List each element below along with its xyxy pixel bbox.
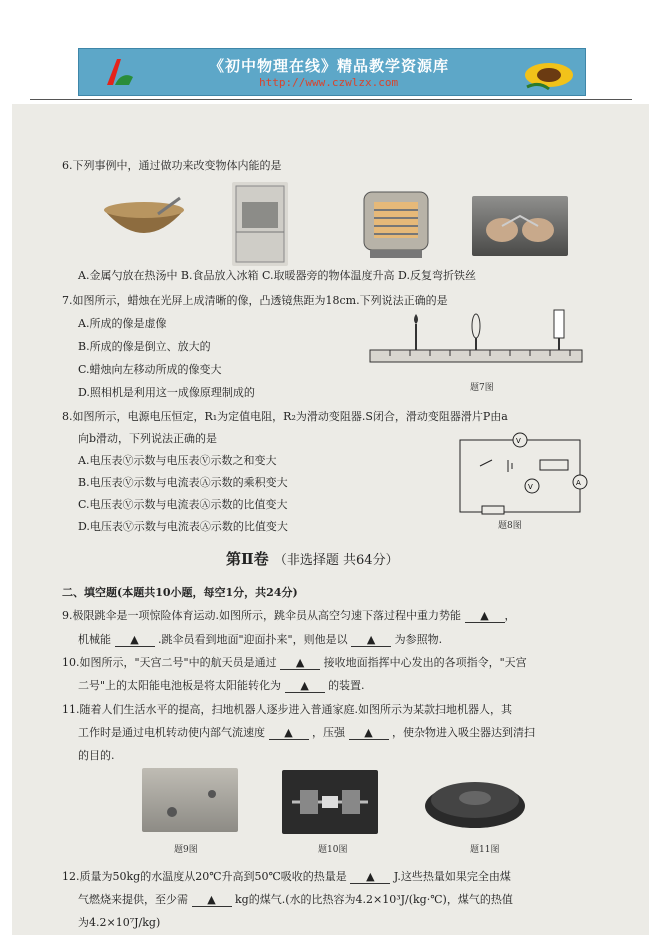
svg-text:V: V: [528, 483, 533, 491]
q12-text-1: 12.质量为50kg的水温度从20℃升高到50℃吸收的热量是: [62, 870, 347, 883]
q9-blank-2: ▲: [115, 633, 155, 647]
q7-option-c: C.蜡烛向左移动所成的像变大: [78, 363, 222, 376]
q10-line1: [62, 654, 527, 670]
section2-note: （非选择题 共64分）: [273, 553, 399, 568]
header-rule: [30, 99, 632, 100]
q9-skydiving-photo: [142, 768, 238, 832]
q8-option-b: B.电压表Ⓥ示数与电流表Ⓐ示数的乘积变大: [78, 476, 288, 489]
q11-line3: 的目的.: [78, 749, 115, 762]
q9-blank-1: ▲: [465, 609, 505, 623]
q10-text-2: 接收地面指挥中心发出的各项指令，"天宫: [323, 656, 527, 669]
q11-blank-1: ▲: [269, 726, 309, 740]
q10-line2: [78, 677, 365, 693]
q6-heater-image: [360, 186, 432, 262]
q7-option-b: B.所成的像是倒立、放大的: [78, 340, 211, 353]
q8-stem-line2: 向b滑动，下列说法正确的是: [78, 432, 218, 445]
q10-text-4: 的装置.: [328, 679, 365, 692]
q10-blank-2: ▲: [285, 679, 325, 693]
q9-blank-3: ▲: [351, 633, 391, 647]
q7-option-d: D.照相机是利用这一成像原理制成的: [78, 386, 255, 399]
q8-option-d: D.电压表Ⓥ示数与电流表Ⓐ示数的比值变大: [78, 520, 288, 533]
header-banner: [78, 48, 586, 96]
q6-options: A.金属勺放在热汤中 B.食品放入冰箱 C.取暖器旁的物体温度升高 D.反复弯折铁丝: [78, 269, 476, 282]
q9-text-3: .跳伞员看到地面"迎面扑来"，则他是以: [158, 633, 348, 646]
q10-text-3: 二号"上的太阳能电池板是将太阳能转化为: [78, 679, 282, 692]
q12-line2: [78, 891, 513, 907]
q7-figure-caption: 题7图: [470, 383, 494, 393]
q11-text-4: ，使杂物进入吸尘器达到清扫: [392, 726, 535, 739]
q6-stem: 6.下列事例中，通过做功来改变物体内能的是: [62, 159, 282, 172]
q9-photo-caption: 题9图: [174, 845, 198, 855]
q11-text-3: ，压强: [312, 726, 345, 739]
q10-photo-caption: 题10图: [318, 845, 348, 855]
q8-option-c: C.电压表Ⓥ示数与电流表Ⓐ示数的比值变大: [78, 498, 288, 511]
q12-line1: [62, 868, 511, 884]
q12-blank-1: ▲: [350, 870, 390, 884]
q6-wire-bending-image: [472, 196, 568, 256]
fill-section-heading: 二、填空题(本题共10小题，每空1分，共24分): [62, 586, 298, 599]
q7-stem: 7.如图所示，蜡烛在光屏上成清晰的像，凸透镜焦距为18cm.下列说法正确的是: [62, 294, 448, 307]
q9-text-2: 机械能: [78, 633, 111, 646]
q12-text-3: 气燃烧来提供，至少需: [78, 893, 188, 906]
svg-text:V: V: [516, 437, 521, 445]
section2-title: [226, 548, 399, 569]
q12-text-4: kg的煤气.(水的比热容为4.2×10³J/(kg·℃)，煤气的热值: [235, 893, 513, 906]
q9-text-1: 9.极限跳伞是一项惊险体育运动.如图所示，跳伞员从高空匀速下落过程中重力势能: [62, 609, 461, 622]
q11-photo-caption: 题11图: [470, 845, 500, 855]
q10-text-1: 10.如图所示，"天宫二号"中的航天员是通过: [62, 656, 277, 669]
banner-url[interactable]: http://www.czwlzx.com: [259, 76, 399, 89]
q7-optical-bench-figure: [368, 308, 584, 376]
q8-option-a: A.电压表Ⓥ示数与电压表Ⓥ示数之和变大: [78, 454, 277, 467]
q10-blank-1: ▲: [280, 656, 320, 670]
q12-line3: 为4.2×10⁷J/kg): [78, 916, 161, 929]
q6-bowl-image: [100, 196, 188, 254]
q9-text-4: 为参照物.: [394, 633, 443, 646]
q8-stem-line1: 8.如图所示，电源电压恒定，R₁为定值电阻，R₂为滑动变阻器.S闭合，滑动变阻器滑片P由a: [62, 410, 508, 423]
q11-line2: [78, 724, 535, 740]
q11-text-2: 工作时是通过电机转动使内部气流速度: [78, 726, 265, 739]
q11-robot-vacuum-photo: [420, 770, 530, 834]
q8-circuit-figure: [452, 426, 592, 518]
q12-text-2: J.这些热量如果完全由煤: [393, 870, 511, 883]
q12-blank-2: ▲: [192, 893, 232, 907]
q6-fridge-image: [232, 182, 288, 266]
q11-line1: 11.随着人们生活水平的提高，扫地机器人逐步进入普通家庭.如图所示为某款扫地机器人，其: [62, 703, 512, 716]
q10-space-station-photo: [282, 770, 378, 834]
q11-blank-2: ▲: [349, 726, 389, 740]
q7-option-a: A.所成的像是虚像: [78, 317, 167, 330]
q8-figure-caption: 题8图: [498, 521, 522, 531]
svg-text:A: A: [576, 479, 581, 487]
sunflower-icon: [519, 53, 579, 93]
q9-line2: [78, 631, 442, 647]
banner-title: 《初中物理在线》精品教学资源库: [209, 57, 450, 75]
section2-title-text: 第Ⅱ卷: [226, 550, 269, 568]
q9-line1: 9.极限跳伞是一项惊险体育运动.如图所示，跳伞员从高空匀速下落过程中重力势能 ▲ ，: [62, 609, 516, 622]
logo-icon: [101, 55, 135, 89]
